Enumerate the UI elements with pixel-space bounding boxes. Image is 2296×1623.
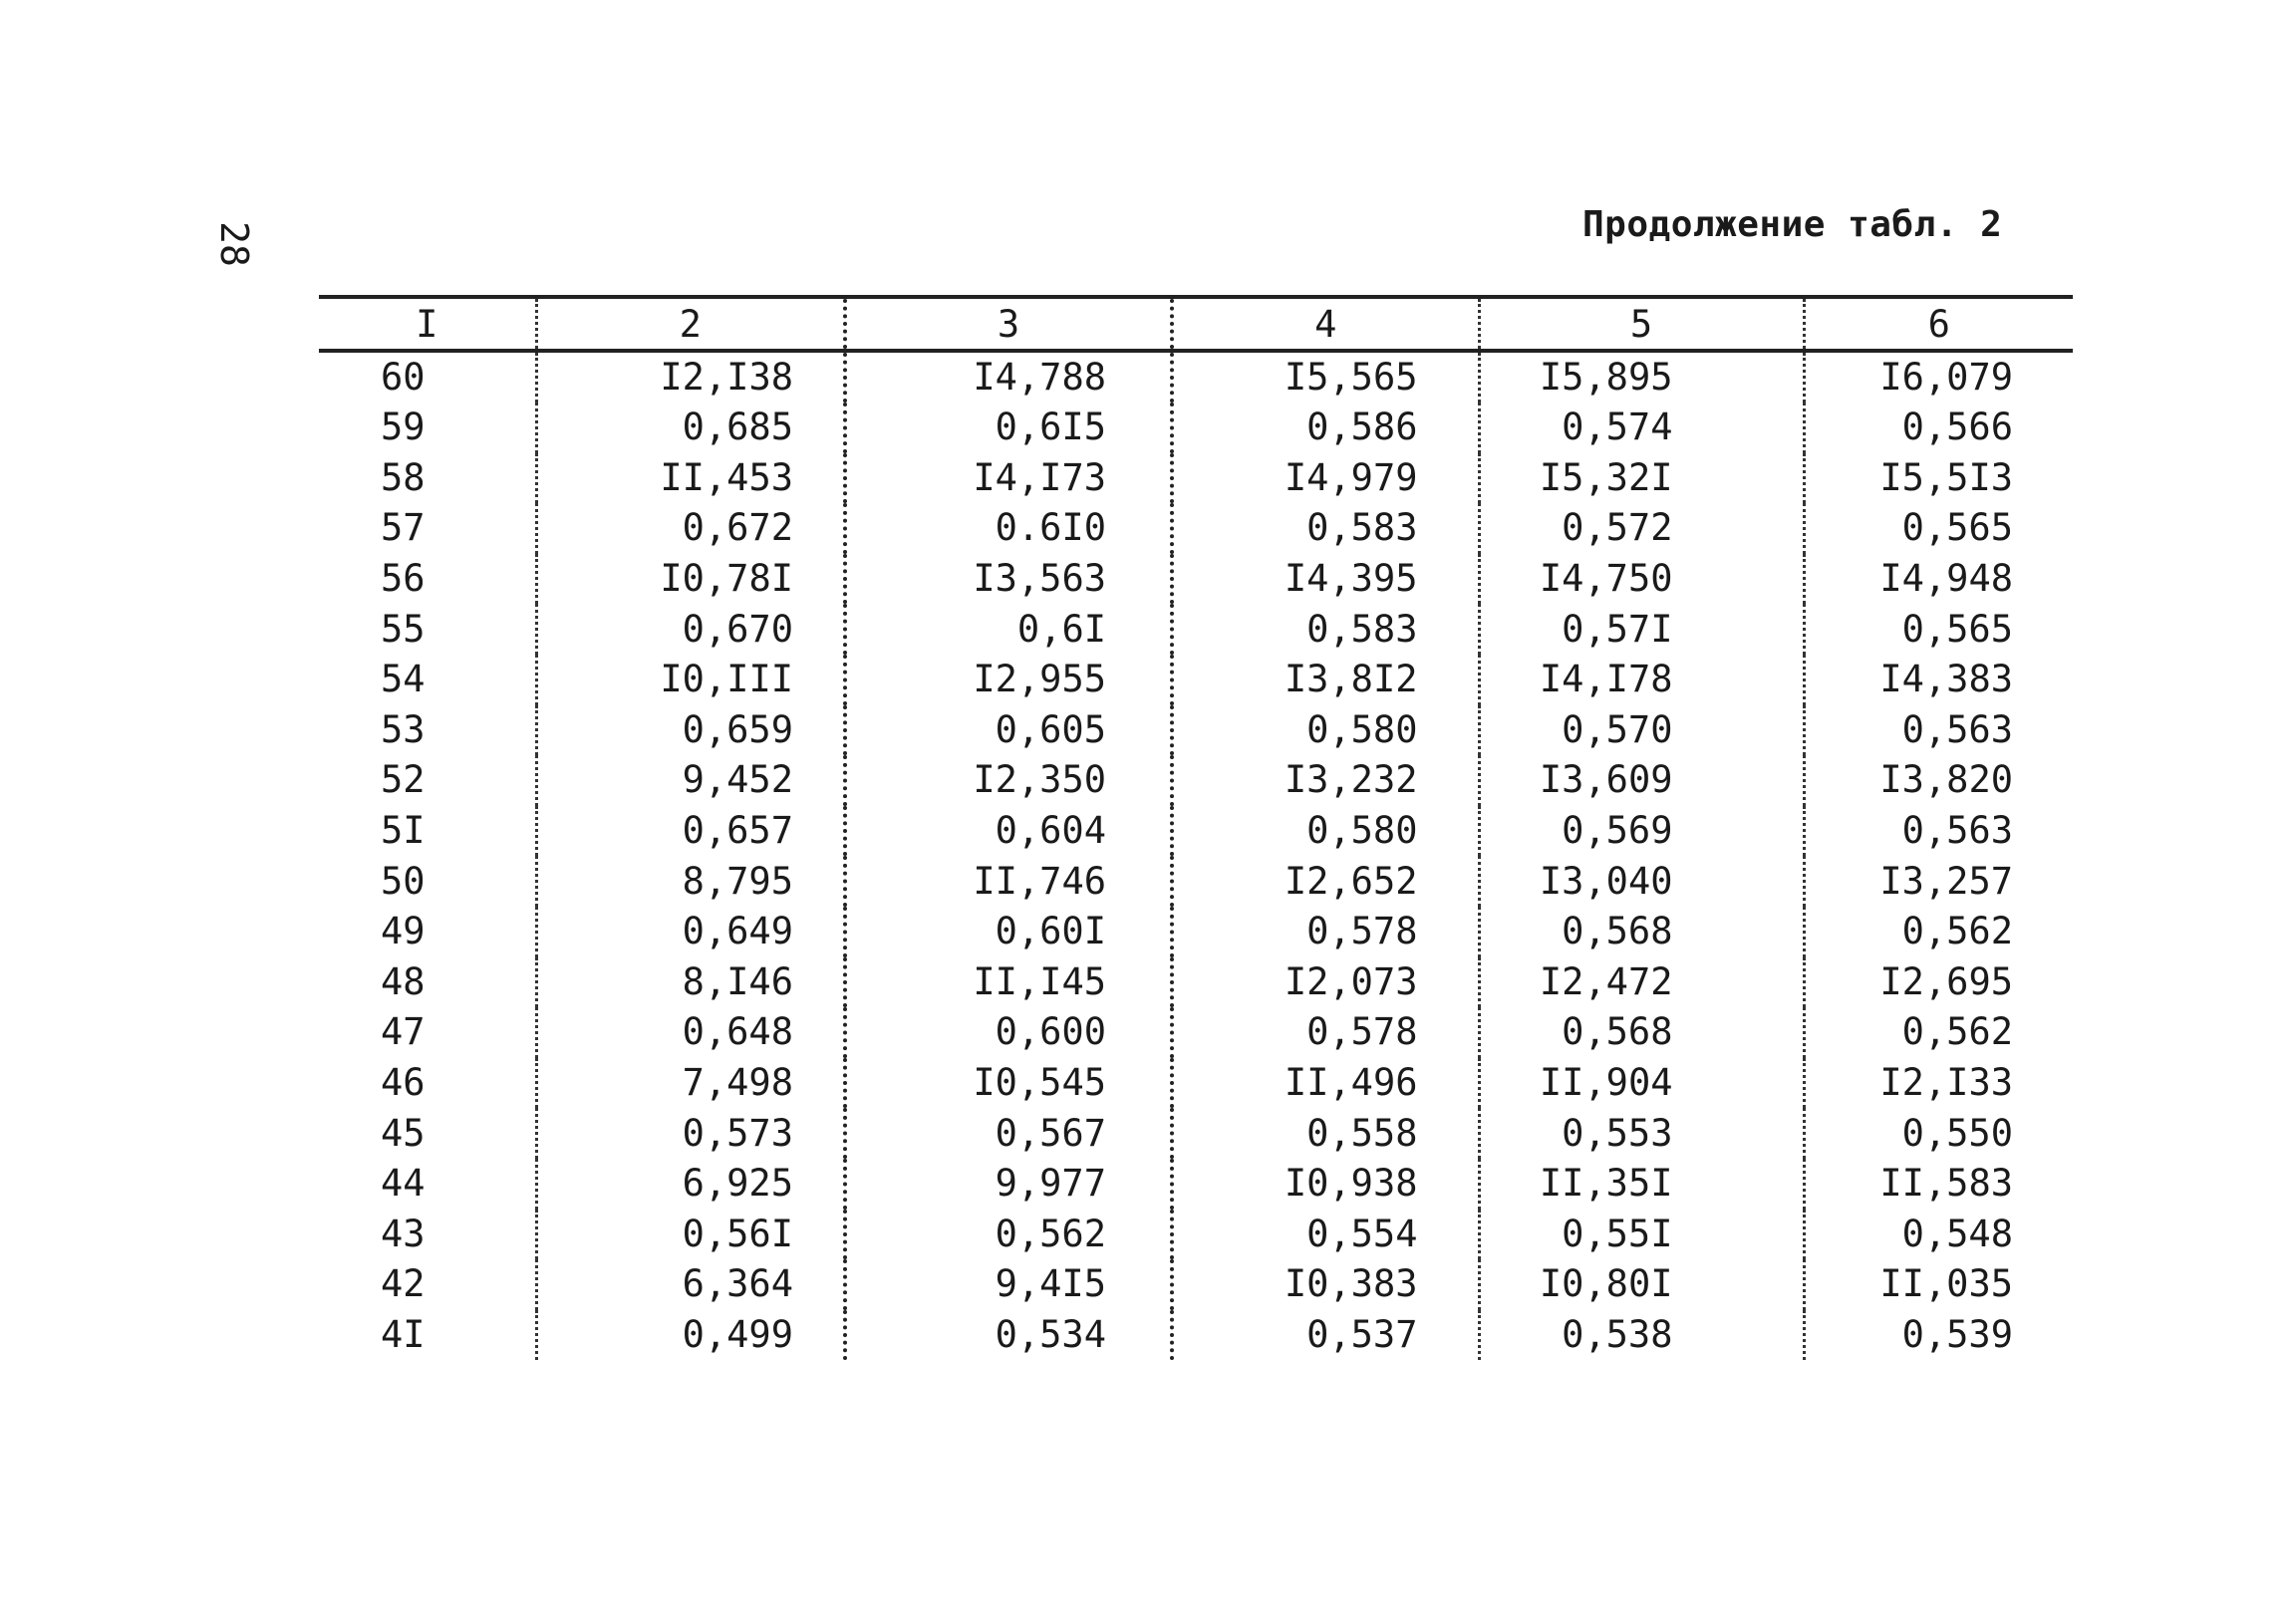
table-cell: I3,040 (1479, 856, 1804, 907)
table-cell: 53 (381, 707, 426, 751)
table-cell: 43 (381, 1212, 426, 1255)
table-cell: I0,III (536, 655, 845, 705)
table-cell: 0,573 (536, 1108, 845, 1159)
table-cell: 0,574 (1479, 403, 1804, 453)
table-cell: I2,I33 (1804, 1058, 2073, 1109)
table-cell: 0,578 (1172, 1007, 1479, 1058)
table-cell: 47 (381, 1010, 426, 1054)
table-cell: 0,580 (1172, 806, 1479, 857)
table-cell: 8,I46 (536, 957, 845, 1008)
table-cell: II,583 (1804, 1159, 2073, 1210)
table-cell: I3,8I2 (1172, 655, 1479, 705)
table-cell: 0,558 (1172, 1108, 1479, 1159)
table-cell: 0,580 (1172, 705, 1479, 756)
table-cell: 0,567 (845, 1108, 1172, 1159)
table-cell: 0.6I0 (845, 503, 1172, 554)
table-cell: 0,566 (1804, 403, 2073, 453)
page-number: 28 (212, 221, 256, 267)
table-cell: 7,498 (536, 1058, 845, 1109)
table-cell: 0,600 (845, 1007, 1172, 1058)
table-cell: I2,073 (1172, 957, 1479, 1008)
table-cell: I3,609 (1479, 755, 1804, 806)
table-cell: I4,395 (1172, 554, 1479, 605)
table-cell: 0,568 (1479, 1007, 1804, 1058)
table-cell: I5,895 (1479, 351, 1804, 403)
table-cell: 59 (381, 406, 426, 449)
table-cell: 8,795 (536, 856, 845, 907)
table-cell: 0,565 (1804, 604, 2073, 655)
table-cell: I2,I38 (536, 351, 845, 403)
table-cell: 0,534 (845, 1310, 1172, 1361)
table-cell: 0,538 (1479, 1310, 1804, 1361)
table-row (319, 1259, 2073, 1310)
table-row (319, 957, 2073, 1008)
table-cell: 0,553 (1479, 1108, 1804, 1159)
table-row (319, 1108, 2073, 1159)
table-cell: II,35I (1479, 1159, 1804, 1210)
table-cell: I0,80I (1479, 1259, 1804, 1310)
table-cell: 0,55I (1479, 1210, 1804, 1260)
table-cell: 46 (381, 1061, 426, 1105)
table-row (319, 1058, 2073, 1109)
table-cell: II,453 (536, 453, 845, 504)
table-cell: II,904 (1479, 1058, 1804, 1109)
table-cell: I5,32I (1479, 453, 1804, 504)
table-cell: 0,583 (1172, 604, 1479, 655)
data-table (319, 295, 2073, 1360)
table-row (319, 1310, 2073, 1361)
table-cell: I4,I73 (845, 453, 1172, 504)
table-cell: 0,539 (1804, 1310, 2073, 1361)
table-cell: II,496 (1172, 1058, 1479, 1109)
table-row (319, 351, 2073, 403)
table-cell: 0,537 (1172, 1310, 1479, 1361)
table-row (319, 1210, 2073, 1260)
table-cell: I6,079 (1804, 351, 2073, 403)
table-cell: 0,570 (1479, 705, 1804, 756)
table-cell: 0,548 (1804, 1210, 2073, 1260)
table-cell: 56 (381, 557, 426, 601)
table-cell: 0,6I5 (845, 403, 1172, 453)
table-cell: 0,565 (1804, 503, 2073, 554)
table-row (319, 604, 2073, 655)
table-cell: 54 (381, 658, 426, 701)
table-cell: 0,583 (1172, 503, 1479, 554)
table-cell: 0,648 (536, 1007, 845, 1058)
table-cell: 0,568 (1479, 907, 1804, 957)
table-cell: 0,649 (536, 907, 845, 957)
column-header: 5 (1479, 297, 1804, 351)
table-row (319, 503, 2073, 554)
table-row (319, 856, 2073, 907)
table-body (319, 351, 2073, 1360)
table-cell: 57 (381, 506, 426, 550)
table-cell: 0,572 (1479, 503, 1804, 554)
table-cell: 48 (381, 959, 426, 1003)
table-row (319, 655, 2073, 705)
table-cell: 9,977 (845, 1159, 1172, 1210)
table-cell: 0,569 (1479, 806, 1804, 857)
table-cell: 49 (381, 910, 426, 953)
table-cell: I4,788 (845, 351, 1172, 403)
table-cell: 0,563 (1804, 806, 2073, 857)
table-cell: 0,659 (536, 705, 845, 756)
table-cell: I3,232 (1172, 755, 1479, 806)
table-cell: 0,562 (1804, 907, 2073, 957)
table-row (319, 453, 2073, 504)
table-cell: I4,948 (1804, 554, 2073, 605)
table-cell: 0,562 (1804, 1007, 2073, 1058)
table-row (319, 403, 2073, 453)
column-header: 6 (1804, 297, 2073, 351)
table-cell: 0,578 (1172, 907, 1479, 957)
table-cell: 0,563 (1804, 705, 2073, 756)
table-cell: 4I (381, 1312, 426, 1356)
table-cell: 6,925 (536, 1159, 845, 1210)
table-cell: 0,6I (845, 604, 1172, 655)
table-cell: II,746 (845, 856, 1172, 907)
table-cell: I2,652 (1172, 856, 1479, 907)
table-row (319, 907, 2073, 957)
table-cell: 9,452 (536, 755, 845, 806)
table-cell: 52 (381, 758, 426, 802)
table-cell: II,I45 (845, 957, 1172, 1008)
table-cell: 0,499 (536, 1310, 845, 1361)
table-cell: I0,938 (1172, 1159, 1479, 1210)
table-cell: I4,750 (1479, 554, 1804, 605)
table-cell: 0,605 (845, 705, 1172, 756)
table-cell: 0,685 (536, 403, 845, 453)
table-row (319, 1159, 2073, 1210)
table-cell: I5,565 (1172, 351, 1479, 403)
table-cell: I0,78I (536, 554, 845, 605)
table-cell: 44 (381, 1162, 426, 1206)
table-cell: 58 (381, 455, 426, 499)
table-row (319, 705, 2073, 756)
table-cell: 6,364 (536, 1259, 845, 1310)
table-cell: 60 (381, 356, 426, 399)
table-cell: I3,257 (1804, 856, 2073, 907)
table-cell: 0,60I (845, 907, 1172, 957)
table-cell: 55 (381, 607, 426, 651)
table-header-row (319, 297, 2073, 351)
table-cell: I4,I78 (1479, 655, 1804, 705)
table-cell: I2,955 (845, 655, 1172, 705)
column-header: 2 (536, 297, 845, 351)
table-cell: I4,979 (1172, 453, 1479, 504)
table-row (319, 806, 2073, 857)
table-cell: 45 (381, 1111, 426, 1155)
table-cell: 0,657 (536, 806, 845, 857)
table-cell: 0,604 (845, 806, 1172, 857)
table-cell: 42 (381, 1262, 426, 1306)
table-cell: I2,350 (845, 755, 1172, 806)
table-cell: 0,57I (1479, 604, 1804, 655)
table-cell: 0,550 (1804, 1108, 2073, 1159)
table-cell: 0,672 (536, 503, 845, 554)
table-cell: I2,472 (1479, 957, 1804, 1008)
column-header: 4 (1172, 297, 1479, 351)
column-header: 3 (845, 297, 1172, 351)
table-cell: 0,554 (1172, 1210, 1479, 1260)
table-cell: 0,562 (845, 1210, 1172, 1260)
column-header: I (319, 297, 536, 351)
table-row (319, 554, 2073, 605)
table-cell: 5I (381, 809, 426, 853)
table-cell: 0,56I (536, 1210, 845, 1260)
table-cell: 50 (381, 859, 426, 903)
table-cell: I5,5I3 (1804, 453, 2073, 504)
table-row (319, 755, 2073, 806)
table-cell: 0,586 (1172, 403, 1479, 453)
table-row (319, 1007, 2073, 1058)
table-cell: II,035 (1804, 1259, 2073, 1310)
table-cell: I2,695 (1804, 957, 2073, 1008)
table-cell: I0,383 (1172, 1259, 1479, 1310)
table-cell: I3,820 (1804, 755, 2073, 806)
table-cell: I4,383 (1804, 655, 2073, 705)
table-cell: I3,563 (845, 554, 1172, 605)
table-caption: Продолжение табл. 2 (1582, 204, 2003, 245)
table-cell: 9,4I5 (845, 1259, 1172, 1310)
table-cell: 0,670 (536, 604, 845, 655)
table-cell: I0,545 (845, 1058, 1172, 1109)
